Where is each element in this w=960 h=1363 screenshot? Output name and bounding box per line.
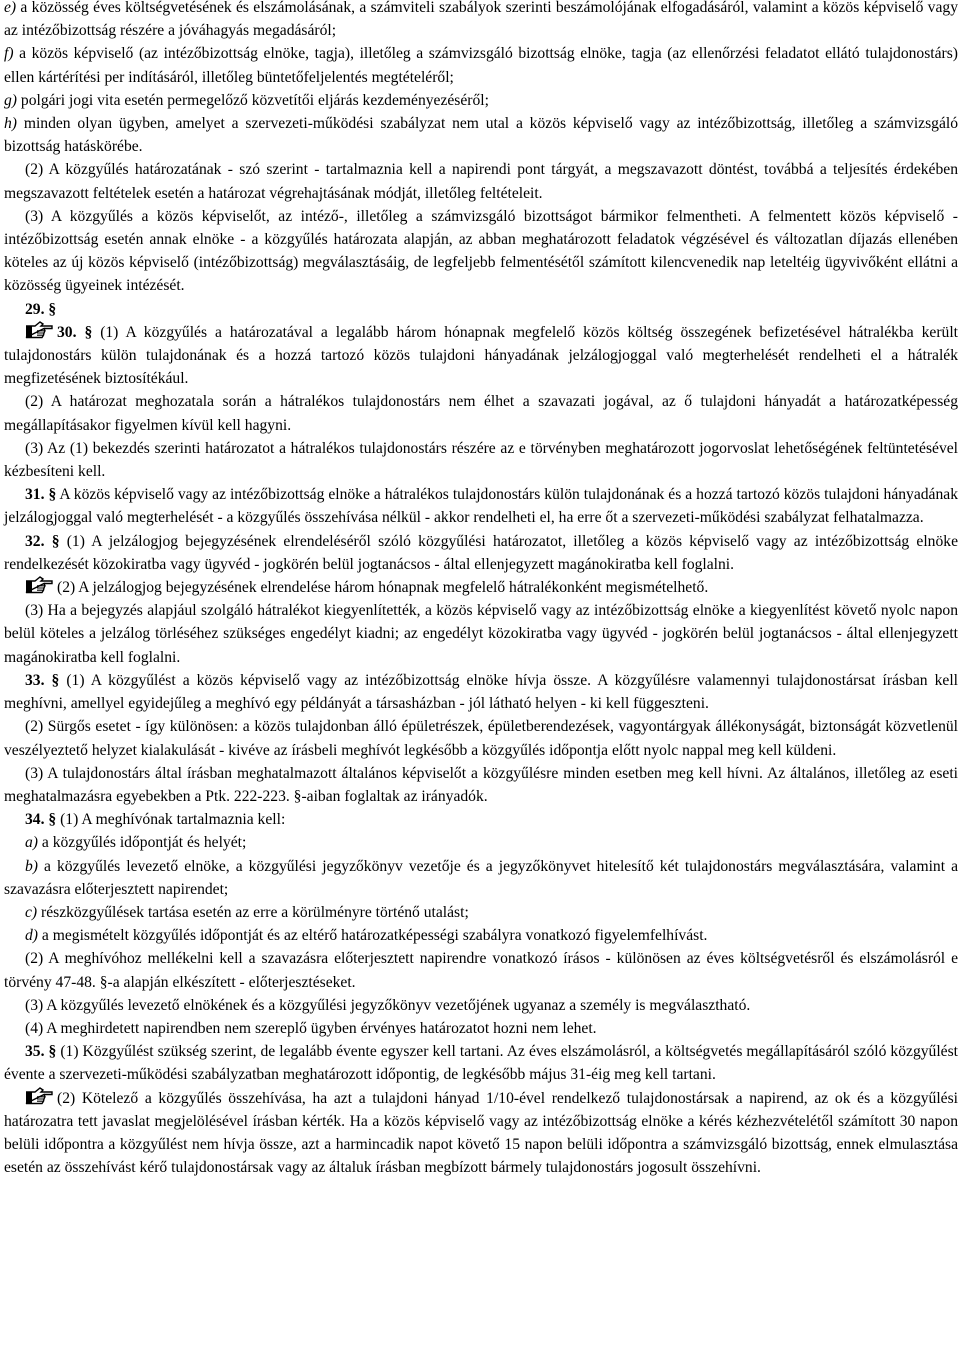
paragraph-text: (1) A jelzálogjog bejegyzésének elrendeléséről szóló közgyűlési határozatot, illetőleg a közös képviselő vagy az intézőbizottság elnöke rendelkezését közokiratba vagy ügyvéd - jogkörén belül jogtanácsos - által ellenjegyzett magánokiratba kell foglalni. <box>4 532 958 573</box>
section-30 <box>4 321 958 391</box>
section-number: 32. <box>25 532 45 550</box>
paragraph-text: (3) A közgyűlés levezető elnökének és a közgyűlési jegyzőkönyv vezetőjének ugyanaz a személy is megválasztható. <box>25 996 751 1014</box>
item-label: g) <box>4 91 17 109</box>
list-item-d <box>4 924 958 947</box>
paragraph-text: (3) Az (1) bekezdés szerinti határozatot a hátralékos tulajdonostárs részére az e törvényben meghatározott jogorvoslat lehetőségének feltüntetésével kézbesíteni kell. <box>4 439 958 481</box>
paragraph-28-2 <box>4 158 958 204</box>
paragraph-text: (2) Sürgős esetet - így különösen: a közös tulajdonban álló épületrészek, épületberendezések, vagyontárgyak állékonyságát, biztonságát közvetlenül veszélyeztető helyzet kialakulását - kivéve az írásbeli meghívót legkésőbb a közgyűlés időpontja előtt nyolc nappal meg kell küldeni. <box>4 718 958 759</box>
section-sign: § <box>44 811 57 829</box>
section-number: 29. <box>25 300 45 318</box>
paragraph-30-2 <box>4 390 958 436</box>
pointing-hand-icon[interactable] <box>25 576 54 594</box>
paragraph-text: (1) A meghívónak tartalmaznia kell: <box>56 811 286 829</box>
list-item-a <box>4 831 958 854</box>
list-item-f <box>4 42 958 88</box>
list-item-h <box>4 112 958 158</box>
item-label: h) <box>4 115 17 133</box>
section-34 <box>4 808 958 831</box>
section-number: 34. <box>25 811 45 829</box>
section-number: 33. <box>25 671 45 689</box>
list-item-c <box>4 901 958 924</box>
paragraph-text: (1) A közgyűlést a közös képviselő vagy az intézőbizottság elnöke hívja össze. A közgyűlésre valamennyi tulajdonostársat írásban kell meghívni, amellyel egyidejűleg a meghívó egy példányát a társasházban - jól látható helyen - ki kell függeszteni. <box>4 671 958 713</box>
item-text: a megismételt közgyűlés időpontját és az eltérő határozatképességi szabályra vonatkozó figyelemfelhívást. <box>38 927 708 945</box>
section-number: 35. <box>25 1043 45 1061</box>
item-text: a közös képviselő (az intézőbizottság elnöke, tagja), illetőleg a számvizsgáló bizottság elnöke, tagja (az ellenőrzési feladatot ellátó tulajdonostárs) ellen kártérítési per indításáról, illetőleg büntetőfeljelentés megtételéről; <box>4 45 958 86</box>
item-text: a közgyűlés időpontját és helyét; <box>38 834 247 852</box>
list-item-e <box>4 0 958 42</box>
section-sign: § <box>44 671 60 689</box>
section-number: 31. <box>25 486 45 504</box>
paragraph-33-3 <box>4 762 958 808</box>
paragraph-text: (3) Ha a bejegyzés alapjául szolgáló hátralékot kiegyenlítették, a közös képviselő vagy az intézőbizottság elnöke a kiegyenlítést követő nyolc napon belül köteles a jelzálog törléséhez szükséges engedélyt kiadni; az engedélyt közokiratba vagy ügyvéd - jogkörén belül jogtanácsos - által ellenjegyzett magánokiratba kell foglalni. <box>4 602 958 666</box>
item-text: polgári jogi vita esetén permegelőző közvetítői eljárás kezdeményezéséről; <box>17 91 489 109</box>
section-sign: § <box>76 323 93 341</box>
paragraph-text: A közös képviselő vagy az intézőbizottság elnöke a hátralékos tulajdonostárs külön tulajdonának és a hozzá tartozó közös tulajdoni hányadának jelzálogjoggal való megterhelését - a közgyűlés összehívása nélkül - akkor rendelheti el, ha erre őt a szervezeti-működési szabályzat felhatalmazza. <box>4 486 958 527</box>
paragraph-34-2 <box>4 947 958 993</box>
paragraph-text: (2) A jelzálogjog bejegyzésének elrendelése három hónapnak megfelelő hátralékonként megismételhető. <box>57 579 709 597</box>
section-sign: § <box>44 300 57 318</box>
paragraph-34-3 <box>4 994 958 1017</box>
paragraph-text: (1) A közgyűlés a határozatával a legalább három hónapnak megfelelő közös költség összegének befizetésével hátralékba került tulajdonostárs külön tulajdonának és a hozzá tartozó közös tulajdoni hányadának jelzálogjoggal való megterhelését rendelheti el a hátralék megfizetésének biztosítékául. <box>4 323 958 388</box>
paragraph-28-3 <box>4 205 958 298</box>
paragraph-text: (3) A tulajdonostárs által írásban meghatalmazott általános képviselőt a közgyűlésre minden esetben meg kell hívni. Az általános, illetőleg az eseti meghatalmazásra egyebekben a Ptk. 222-223. §-aiban foglaltak az irányadók. <box>4 764 958 805</box>
section-31 <box>4 483 958 529</box>
section-32 <box>4 530 958 576</box>
item-label: d) <box>25 927 38 945</box>
item-label: c) <box>25 903 38 921</box>
item-text: részközgyűlések tartása esetén az erre a körülményre történő utalást; <box>37 903 469 921</box>
list-item-g <box>4 89 958 112</box>
list-item-b <box>4 855 958 901</box>
paragraph-34-4 <box>4 1017 958 1040</box>
pointing-hand-icon[interactable] <box>25 321 54 339</box>
section-33 <box>4 669 958 715</box>
section-sign: § <box>44 532 60 550</box>
item-text: minden olyan ügyben, amelyet a szervezeti-működési szabályzat nem utal a közös képviselő vagy az intézőbizottság, illetőleg a számvizsgáló bizottság hatáskörébe. <box>4 115 958 156</box>
paragraph-text: (2) Kötelező a közgyűlés összehívása, ha azt a tulajdoni hányad 1/10-ével rendelkező tulajdonostársak a napirend, az ok és a közgyűlési határozatra tett javaslat megjelölésével írásban kérték. Ha a közös képviselő vagy az intézőbizottság elnöke a kérés kézhezvételétől számított 30 napon belüli időpontra a közgyűlést nem hívja össze, azt a harmincadik napot követő 15 napon belüli időpontra a számvizsgáló bizottság, ennek elmulasztása esetén az összehívást kérő tulajdonostársak vagy az általuk írásban megbízott bármely tulajdonostárs jogosult összehívni. <box>4 1089 958 1177</box>
item-label: a) <box>25 834 38 852</box>
paragraph-text: (3) A közgyűlés a közös képviselőt, az intéző-, illetőleg a számvizsgáló bizottságot bármikor felmentheti. A felmentett közös képviselő - intézőbizottság esetén annak elnöke - a közgyűlés határozata alapján, az abban meghatározott feladatok végzésével és változatlan díjazás ellenében köteles az új közös képviselő (intézőbizottság) megválasztásáig, de legfeljebb felmentésétől számított kilencvenedik nap leteltéig ügyvivőként ellátni a közösség ügyeinek intézését. <box>4 207 958 295</box>
section-sign: § <box>44 486 57 504</box>
section-29 <box>4 298 958 321</box>
paragraph-text: (2) A határozat meghozatala során a hátralékos tulajdonostárs nem élhet a szavazati jogával, az ő tulajdoni hányadát a határozatképesség megállapításakor figyelmen kívül kell hagyni. <box>4 393 958 434</box>
paragraph-text: (4) A meghirdetett napirendben nem szereplő ügyben érvényes határozatot hozni nem lehet. <box>25 1019 597 1037</box>
pointing-hand-icon[interactable] <box>25 1087 54 1105</box>
section-number: 30. <box>57 323 77 341</box>
paragraph-32-2 <box>4 576 958 599</box>
item-label: b) <box>25 857 38 875</box>
paragraph-text: (1) Közgyűlést szükség szerint, de legalább évente egyszer kell tartani. Az éves elszámolásról, a költségvetés megállapításáról szóló közgyűlést évente a szervezeti-működési szabályzatban meghatározott időpontig, de legkésőbb május 31-éig meg kell tartani. <box>4 1043 958 1084</box>
paragraph-35-2 <box>4 1087 958 1180</box>
paragraph-text: (2) A meghívóhoz mellékelni kell a szavazásra előterjesztett napirendre vonatkozó írásos - különösen az éves költségvetésről és elszámolásról e törvény 47-48. §-a alapján elkészített - előterjesztéseket. <box>4 950 958 991</box>
item-text: a közgyűlés levezető elnöke, a közgyűlési jegyzőkönyv vezetője és a jegyzőkönyvet hitelesítő két tulajdonostárs megválasztására, valamint a szavazásra előterjesztett napirendet; <box>4 857 958 898</box>
paragraph-33-2 <box>4 715 958 761</box>
section-35 <box>4 1040 958 1086</box>
section-sign: § <box>44 1043 57 1061</box>
paragraph-32-3 <box>4 599 958 669</box>
paragraph-text: (2) A közgyűlés határozatának - szó szerint - tartalmaznia kell a napirendi pont tárgyát, a megszavazott döntést, továbbá a teljesítés érdekében megszavazott feltételek esetén a határozat végrehajtásának módját, illetőleg feltételeit. <box>4 161 958 202</box>
item-label: f) <box>4 45 14 63</box>
document-page <box>4 0 958 1179</box>
item-label: e) <box>4 0 17 16</box>
paragraph-30-3 <box>4 437 958 483</box>
item-text: a közösség éves költségvetésének és elszámolásának, a számviteli szabályok szerinti beszámolójának elfogadásáról, valamint a közös képviselő vagy az intézőbizottság részére a jóváhagyás megadásáról; <box>4 0 958 40</box>
